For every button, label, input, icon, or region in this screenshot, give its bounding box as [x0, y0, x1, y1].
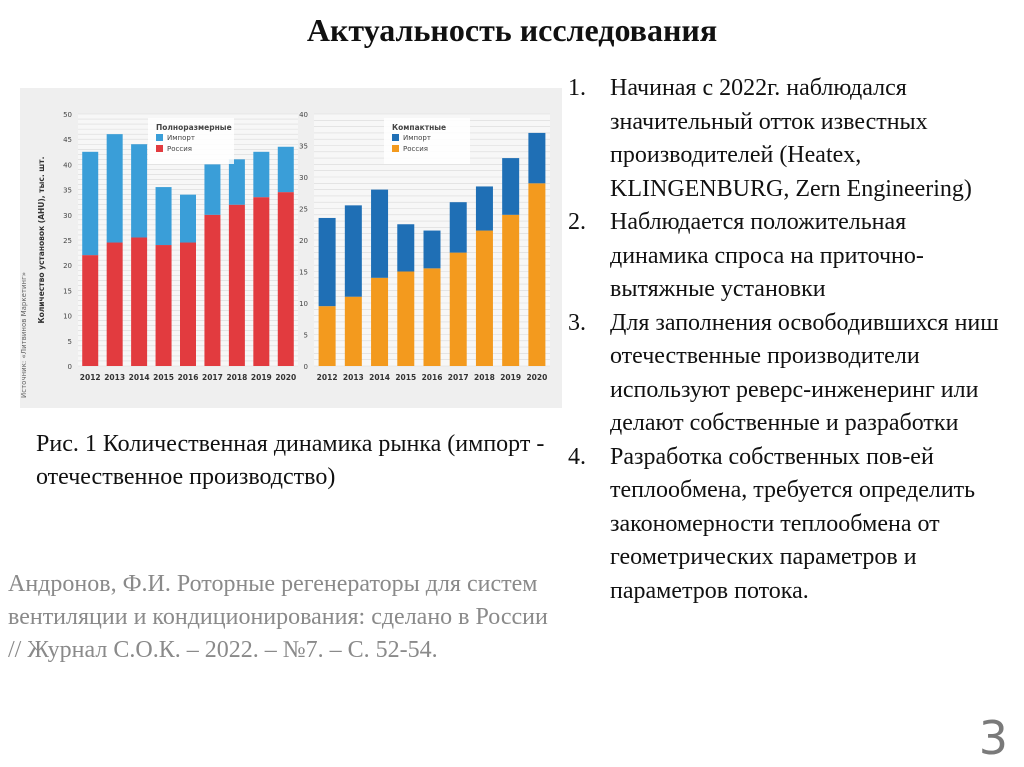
bar-import	[450, 202, 467, 252]
key-point-1	[568, 72, 1008, 206]
bar-import	[319, 218, 336, 306]
bar-domestic	[424, 268, 441, 366]
y-tick-label: 10	[63, 312, 72, 321]
bar-import	[528, 133, 545, 183]
x-tick-label: 2012	[79, 373, 101, 382]
x-tick-label: 2015	[395, 373, 417, 382]
legend-swatch	[392, 145, 399, 152]
key-point-3	[568, 307, 1008, 441]
key-point-number: 2.	[568, 209, 586, 235]
y-tick-label: 35	[63, 186, 72, 195]
bar-domestic	[253, 197, 269, 366]
key-point-number: 3.	[568, 309, 586, 336]
y-tick-label: 5	[67, 337, 72, 346]
bar-import	[253, 152, 269, 197]
key-point-text: Для заполнения освободившихся ниш отечественные производители используют реверс-инженеринг или делают собственные и разработки	[610, 309, 999, 436]
legend-title: Полноразмерные	[156, 123, 232, 132]
bar-import	[476, 186, 493, 230]
y-tick-label: 0	[67, 363, 72, 371]
slide-title: Актуальность исследования	[306, 12, 718, 48]
y-tick-label: 20	[299, 237, 308, 245]
key-point-4	[568, 441, 1008, 609]
legend-entry: Импорт	[167, 134, 195, 142]
bar-domestic	[371, 278, 388, 366]
y-tick-label: 0	[303, 363, 308, 371]
bar-import	[82, 152, 98, 255]
y-tick-label: 5	[303, 331, 308, 340]
legend-swatch	[392, 134, 399, 141]
bar-import	[278, 147, 294, 192]
x-tick-label: 2017	[202, 373, 223, 382]
y-tick-label: 30	[299, 174, 308, 182]
bar-import	[204, 164, 220, 214]
bar-import	[131, 144, 147, 237]
chart-compact	[299, 111, 550, 382]
y-tick-label: 40	[299, 111, 308, 119]
x-tick-label: 2014	[369, 373, 390, 382]
x-tick-label: 2018	[474, 373, 495, 382]
y-tick-label: 25	[63, 237, 72, 245]
x-tick-label: 2014	[128, 373, 150, 382]
bar-domestic	[502, 215, 519, 366]
x-tick-label: 2015	[153, 373, 174, 382]
y-tick-label: 15	[63, 287, 72, 296]
reference-citation: Андронов, Ф.И. Роторные регенераторы для систем вентиляции и кондиционирования: сделано в России // Журнал С.О.К. – 2022. – №7. – С. 52-54.	[8, 571, 548, 663]
bar-domestic	[450, 253, 467, 366]
y-tick-label: 30	[63, 211, 72, 220]
key-points-list	[568, 72, 1008, 608]
bar-domestic	[131, 237, 147, 366]
chart-full-size	[37, 111, 298, 382]
key-point-2	[568, 206, 1008, 307]
y-tick-label: 20	[63, 262, 72, 271]
legend-swatch	[156, 134, 163, 141]
key-point-text: Начиная с 2022г. наблюдался значительный отток известных производителей (Heatex, KLINGENBURG, Zern Engineering)	[610, 75, 972, 202]
x-tick-label: 2016	[177, 373, 199, 382]
page-number: 3	[978, 711, 1008, 765]
x-tick-label: 2013	[342, 373, 364, 382]
key-point-number: 4.	[568, 443, 586, 470]
bar-domestic	[156, 245, 172, 366]
x-tick-label: 2020	[275, 373, 297, 382]
bar-import	[502, 158, 519, 215]
bar-domestic	[107, 243, 123, 366]
x-tick-label: 2016	[421, 373, 443, 382]
bar-import	[371, 190, 388, 278]
y-tick-label: 25	[299, 205, 308, 214]
bar-import	[156, 187, 172, 245]
y-tick-label: 15	[299, 268, 308, 277]
x-tick-label: 2019	[500, 373, 522, 382]
x-tick-label: 2020	[526, 373, 548, 382]
bar-domestic	[528, 183, 545, 366]
bar-domestic	[345, 297, 362, 366]
bar-import	[229, 159, 245, 204]
x-tick-label: 2017	[447, 373, 469, 382]
y-tick-label: 45	[63, 136, 72, 145]
key-point-text: Разработка собственных пов-ей теплообмена, требуется определить закономерности теплообмена от геометрических параметров и параметров потока.	[610, 443, 976, 604]
bar-import	[424, 231, 441, 269]
figure-caption: Рис. 1 Количественная динамика рынка (импорт - отечественное производство)	[36, 431, 545, 490]
legend-entry: Россия	[403, 145, 428, 153]
bar-domestic	[204, 215, 220, 366]
key-point-number: 1.	[568, 75, 586, 101]
legend-entry: Россия	[167, 145, 192, 153]
legend-swatch	[156, 145, 163, 152]
market-dynamics-figure	[20, 88, 562, 408]
y-tick-label: 40	[63, 161, 72, 170]
bar-domestic	[397, 272, 414, 367]
bar-domestic	[278, 192, 294, 366]
y-axis-label: Количество установок (AHU), тыс. шт.	[37, 156, 46, 324]
x-tick-label: 2019	[250, 373, 272, 382]
bar-domestic	[319, 306, 336, 366]
y-tick-label: 35	[299, 142, 308, 151]
x-tick-label: 2012	[316, 373, 338, 382]
bar-import	[397, 224, 414, 271]
y-tick-label: 50	[63, 111, 72, 119]
legend-title: Компактные	[392, 123, 447, 132]
bar-import	[107, 134, 123, 242]
bar-domestic	[476, 231, 493, 366]
figure-source-label: Источник: «Литвинов Маркетинг»	[20, 271, 28, 398]
bar-import	[180, 195, 196, 243]
x-tick-label: 2013	[104, 373, 126, 382]
x-tick-label: 2018	[226, 373, 248, 382]
bar-import	[345, 205, 362, 296]
key-point-text: Наблюдается положительная динамика спроса на приточно-вытяжные установки	[610, 209, 924, 302]
legend-entry: Импорт	[403, 134, 431, 142]
y-tick-label: 10	[299, 300, 308, 308]
bar-domestic	[82, 255, 98, 366]
charts-svg	[20, 88, 562, 408]
bar-domestic	[180, 243, 196, 366]
bar-domestic	[229, 205, 245, 366]
